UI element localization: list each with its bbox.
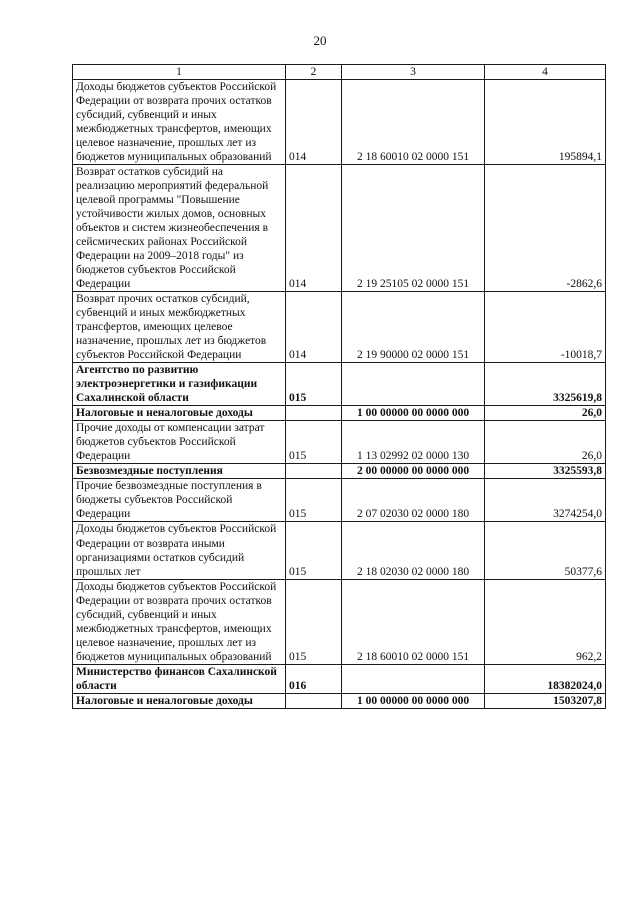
classification-code-cell: [342, 664, 485, 693]
classification-code-cell: 2 18 02030 02 0000 180: [342, 522, 485, 579]
table-row: [73, 421, 606, 464]
revenue-name-cell: Доходы бюджетов субъектов Российской Федерации от возврата прочих остатков субсидий, субвенций и иных межбюджетных трансфертов, имеющих целевое назначение, прошлых лет из бюджетов муниципальных образований: [73, 80, 286, 165]
amount-cell: 50377,6: [485, 522, 606, 579]
amount-cell: 1503207,8: [485, 693, 606, 708]
admin-code-cell: 014: [286, 165, 342, 292]
amount-cell: 195894,1: [485, 80, 606, 165]
amount-cell: 26,0: [485, 421, 606, 464]
table-row: [73, 579, 606, 664]
admin-code-cell: [286, 406, 342, 421]
classification-code-cell: 1 00 00000 00 0000 000: [342, 693, 485, 708]
table-row: [73, 406, 606, 421]
amount-cell: 3325619,8: [485, 363, 606, 406]
classification-code-cell: 2 07 02030 02 0000 180: [342, 479, 485, 522]
amount-cell: -2862,6: [485, 165, 606, 292]
admin-code-cell: [286, 464, 342, 479]
column-header-4: 4: [485, 65, 606, 80]
table-row: [73, 522, 606, 579]
classification-code-cell: 2 19 90000 02 0000 151: [342, 292, 485, 363]
admin-code-cell: 015: [286, 479, 342, 522]
admin-code-cell: 015: [286, 421, 342, 464]
column-header-3: 3: [342, 65, 485, 80]
table-row: [73, 363, 606, 406]
amount-cell: 18382024,0: [485, 664, 606, 693]
revenue-name-cell: Возврат прочих остатков субсидий, субвенций и иных межбюджетных трансфертов, имеющих целевое назначение, прошлых лет из бюджетов субъектов Российской Федерации: [73, 292, 286, 363]
table-header: [73, 65, 606, 80]
column-header-1: 1: [73, 65, 286, 80]
classification-code-cell: 1 00 00000 00 0000 000: [342, 406, 485, 421]
admin-code-cell: 015: [286, 579, 342, 664]
column-header-2: 2: [286, 65, 342, 80]
revenue-name-cell: Прочие доходы от компенсации затрат бюджетов субъектов Российской Федерации: [73, 421, 286, 464]
table-row: [73, 165, 606, 292]
amount-cell: 26,0: [485, 406, 606, 421]
table-body: [73, 80, 606, 709]
revenue-name-cell: Налоговые и неналоговые доходы: [73, 406, 286, 421]
classification-code-cell: 2 18 60010 02 0000 151: [342, 80, 485, 165]
revenue-table: [72, 64, 606, 709]
amount-cell: 3325593,8: [485, 464, 606, 479]
admin-code-cell: 014: [286, 292, 342, 363]
classification-code-cell: 2 19 25105 02 0000 151: [342, 165, 485, 292]
amount-cell: 3274254,0: [485, 479, 606, 522]
table-row: [73, 664, 606, 693]
revenue-name-cell: Безвозмездные поступления: [73, 464, 286, 479]
admin-code-cell: 015: [286, 522, 342, 579]
amount-cell: 962,2: [485, 579, 606, 664]
revenue-name-cell: Налоговые и неналоговые доходы: [73, 693, 286, 708]
revenue-name-cell: Министерство финансов Сахалинской области: [73, 664, 286, 693]
admin-code-cell: 016: [286, 664, 342, 693]
table-row: [73, 479, 606, 522]
admin-code-cell: 015: [286, 363, 342, 406]
header-row: [73, 65, 606, 80]
table-row: [73, 464, 606, 479]
admin-code-cell: 014: [286, 80, 342, 165]
admin-code-cell: [286, 693, 342, 708]
revenue-name-cell: Прочие безвозмездные поступления в бюджеты субъектов Российской Федерации: [73, 479, 286, 522]
table-row: [73, 80, 606, 165]
table-row: [73, 292, 606, 363]
classification-code-cell: 2 18 60010 02 0000 151: [342, 579, 485, 664]
revenue-name-cell: Агентство по развитию электроэнергетики и газификации Сахалинской области: [73, 363, 286, 406]
classification-code-cell: [342, 363, 485, 406]
classification-code-cell: 2 00 00000 00 0000 000: [342, 464, 485, 479]
revenue-name-cell: Доходы бюджетов субъектов Российской Федерации от возврата прочих остатков субсидий, субвенций и иных межбюджетных трансфертов, имеющих целевое назначение, прошлых лет из бюджетов муниципальных образований: [73, 579, 286, 664]
revenue-name-cell: Возврат остатков субсидий на реализацию мероприятий федеральной целевой программы "Повышение устойчивости жилых домов, основных объектов и систем жизнеобеспечения в сейсмических районах Российской Федерации на 2009–2018 годы" из бюджетов субъектов Российской Федерации: [73, 165, 286, 292]
revenue-name-cell: Доходы бюджетов субъектов Российской Федерации от возврата иными организациями остатков субсидий прошлых лет: [73, 522, 286, 579]
page-number: 20: [313, 33, 327, 48]
amount-cell: -10018,7: [485, 292, 606, 363]
table-row: [73, 693, 606, 708]
classification-code-cell: 1 13 02992 02 0000 130: [342, 421, 485, 464]
